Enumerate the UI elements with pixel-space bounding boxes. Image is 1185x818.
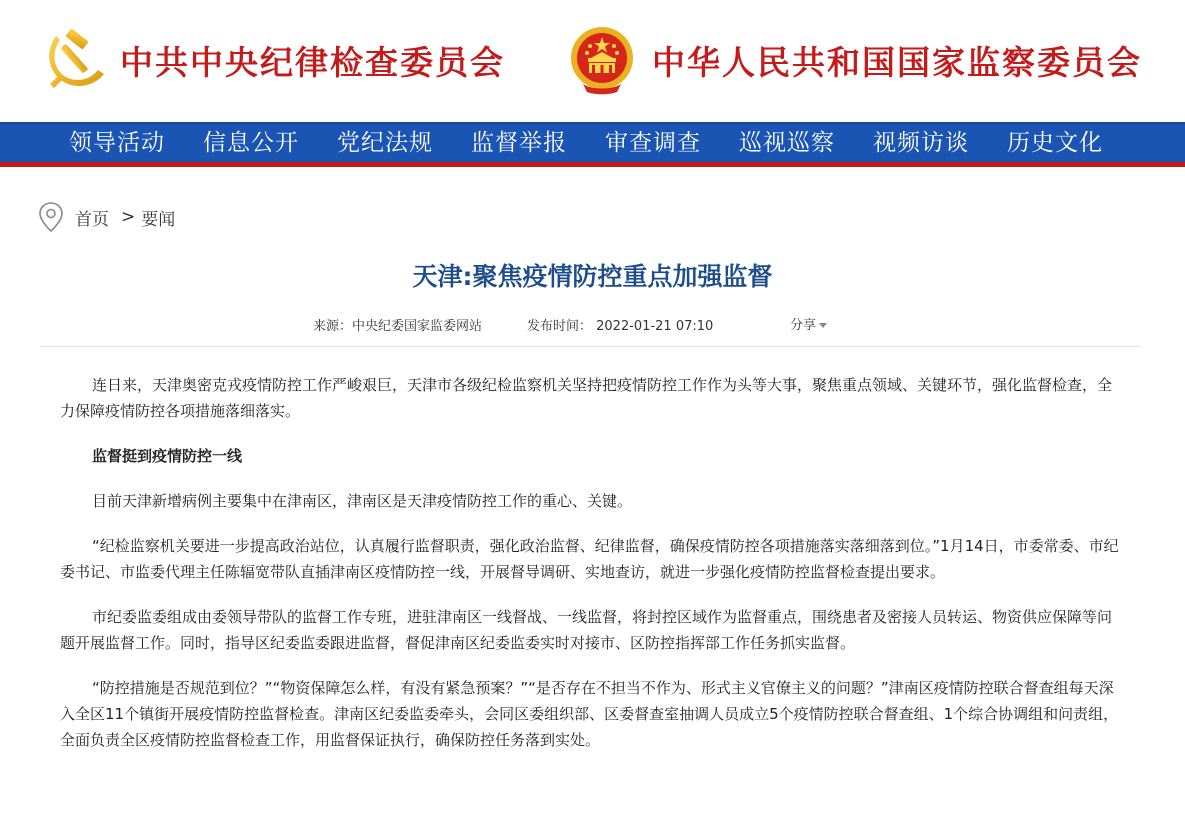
nav-item-investigation[interactable]: 审查调查 [605, 130, 701, 156]
nav-item-leadership[interactable]: 领导活动 [69, 130, 165, 156]
breadcrumb [38, 201, 175, 233]
article-body [60, 372, 1125, 772]
nav-item-video[interactable]: 视频访谈 [873, 130, 969, 156]
ccdi-title: 中共中央纪律检查委员会 [120, 43, 505, 82]
nav-item-inspection[interactable]: 巡视巡察 [739, 130, 835, 156]
article-paragraph: 目前天津新增病例主要集中在津南区，津南区是天津疫情防控工作的重心、关键。 [92, 492, 633, 510]
article-subheading: 监督挺到疫情防控一线 [92, 447, 243, 465]
breadcrumb-separator: > [121, 207, 136, 227]
article-title: 天津:聚焦疫情防控重点加强监督 [412, 262, 773, 291]
nav-item-regulations[interactable]: 党纪法规 [337, 130, 433, 156]
article-paragraph: “防控措施是否规范到位？”“物资保障怎么样，有没有紧急预案？”“是否存在不担当不作为、形式主义官僚主义的问题？”津南区疫情防控联合督查组每天深入全区11个镇街开展疫情防控监督检查。津南区纪委监委牵头，会同区委组织部、区委督查室抽调人员成立5个疫情防控联合督查组、1个综合协调组和问责组，全面负责全区疫情防控监督检查工作，用监督保证执行，确保防控任务落到实处。 [60, 679, 1119, 749]
nsc-title: 中华人民共和国国家监察委员会 [652, 43, 1142, 82]
national-emblem-icon [567, 24, 637, 96]
article-paragraph: “纪检监察机关要进一步提高政治站位，认真履行监督职责，强化政治监督、纪律监督，确保疫情防控各项措施落实落细落到位。”1月14日，市委常委、市纪委书记、市监委代理主任陈辐宽带队直插津南区疫情防控一线，开展督导调研、实地查访，就进一步强化疫情防控监督检查提出要求。 [60, 537, 1119, 581]
share-button[interactable] [790, 317, 827, 335]
article-publish-time: 发布时间： 2022-01-21 07:10 [527, 319, 714, 334]
nav-item-report[interactable]: 监督举报 [471, 130, 567, 156]
main-nav [0, 122, 1185, 167]
site-header [0, 0, 1185, 122]
nav-item-info-disclosure[interactable]: 信息公开 [203, 130, 299, 156]
article-paragraph: 市纪委监委组成由委领导带队的监督工作专班，进驻津南区一线督战、一线监督，将封控区域作为监督重点，围绕患者及密接人员转运、物资供应保障等问题开展监督工作。同时，指导区纪委监委跟进监督，督促津南区纪委监委实时对接市、区防控指挥部工作任务抓实监督。 [60, 608, 1113, 652]
nav-list [69, 126, 1141, 160]
title-divider [40, 346, 1140, 347]
share-label: 分享 [790, 318, 817, 333]
article-paragraph: 连日来，天津奥密克戎疫情防控工作严峻艰巨，天津市各级纪检监察机关坚持把疫情防控工作作为头等大事，聚焦重点领域、关键环节，强化监督检查，全力保障疫情防控各项措施落细落实。 [60, 376, 1113, 420]
nav-item-history[interactable]: 历史文化 [1007, 130, 1103, 156]
article-source: 来源：中央纪委国家监委网站 [313, 319, 483, 334]
breadcrumb-home-link[interactable]: 首页 [75, 209, 109, 230]
nav-top-strip [0, 122, 1185, 125]
party-emblem-icon [42, 26, 108, 92]
breadcrumb-current-link[interactable]: 要闻 [141, 209, 176, 230]
location-pin-icon [38, 201, 64, 233]
chevron-down-icon [819, 323, 827, 328]
